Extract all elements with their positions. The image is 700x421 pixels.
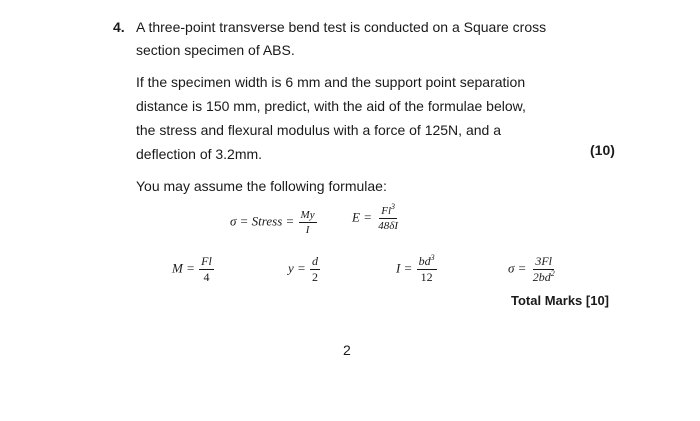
y-formula <box>288 255 321 284</box>
sigma-denominator <box>531 270 557 284</box>
moment-lhs: M = <box>172 260 195 276</box>
question-line-2: section specimen of ABS. <box>136 42 295 58</box>
paragraph-line-4: deflection of 3.2mm. <box>136 146 263 162</box>
sigma-lhs: σ = <box>508 260 527 276</box>
total-marks: Total Marks [10] <box>511 293 610 308</box>
y-denominator: 2 <box>312 270 319 284</box>
paragraph-line-1: If the specimen width is 6 mm and the support point separation <box>136 74 526 90</box>
question-number: 4. <box>113 19 125 35</box>
sigma-fraction <box>531 255 557 284</box>
moment-denominator: 4 <box>203 270 210 284</box>
modulus-formula <box>352 202 401 232</box>
question-marks: (10) <box>590 142 615 158</box>
moment-fraction <box>199 255 214 284</box>
stress-formula <box>230 209 318 236</box>
sigma-numerator: 3Fl <box>535 254 553 268</box>
assume-text: You may assume the following formulae: <box>136 178 387 194</box>
paragraph-line-2: distance is 150 mm, predict, with the aid of the formulae below, <box>136 98 526 114</box>
y-fraction <box>310 255 320 284</box>
y-lhs: y = <box>288 260 306 276</box>
inertia-denominator: 12 <box>420 270 433 284</box>
moment-numerator: Fl <box>201 254 212 268</box>
inertia-fraction <box>417 255 437 284</box>
stress-lhs: σ = Stress = <box>230 213 295 229</box>
sigma-den-base: 2bd <box>532 270 551 284</box>
inertia-numerator <box>417 255 437 270</box>
stress-fraction <box>299 209 317 236</box>
inertia-formula <box>396 255 438 284</box>
modulus-lhs: E = <box>352 209 372 225</box>
inertia-num-base: bd <box>418 254 431 268</box>
y-numerator: d <box>312 254 319 268</box>
inertia-num-exp: 3 <box>430 253 435 262</box>
stress-numerator: My <box>300 209 315 221</box>
question-line-1: A three-point transverse bend test is conducted on a Square cross <box>136 19 547 35</box>
modulus-denominator: 48δI <box>378 220 398 232</box>
modulus-numerator <box>379 202 397 219</box>
sigma-formula <box>508 255 558 284</box>
modulus-fraction <box>376 202 400 232</box>
stress-denominator: I <box>305 224 310 236</box>
modulus-num-exp: 3 <box>391 202 395 211</box>
moment-formula <box>172 255 215 284</box>
sigma-den-exp: 2 <box>550 269 555 278</box>
inertia-lhs: I = <box>396 260 413 276</box>
paragraph-line-3: the stress and flexural modulus with a force of 125N, and a <box>136 122 501 138</box>
page-number: 2 <box>343 342 351 358</box>
modulus-num-base: Fl <box>381 205 391 217</box>
